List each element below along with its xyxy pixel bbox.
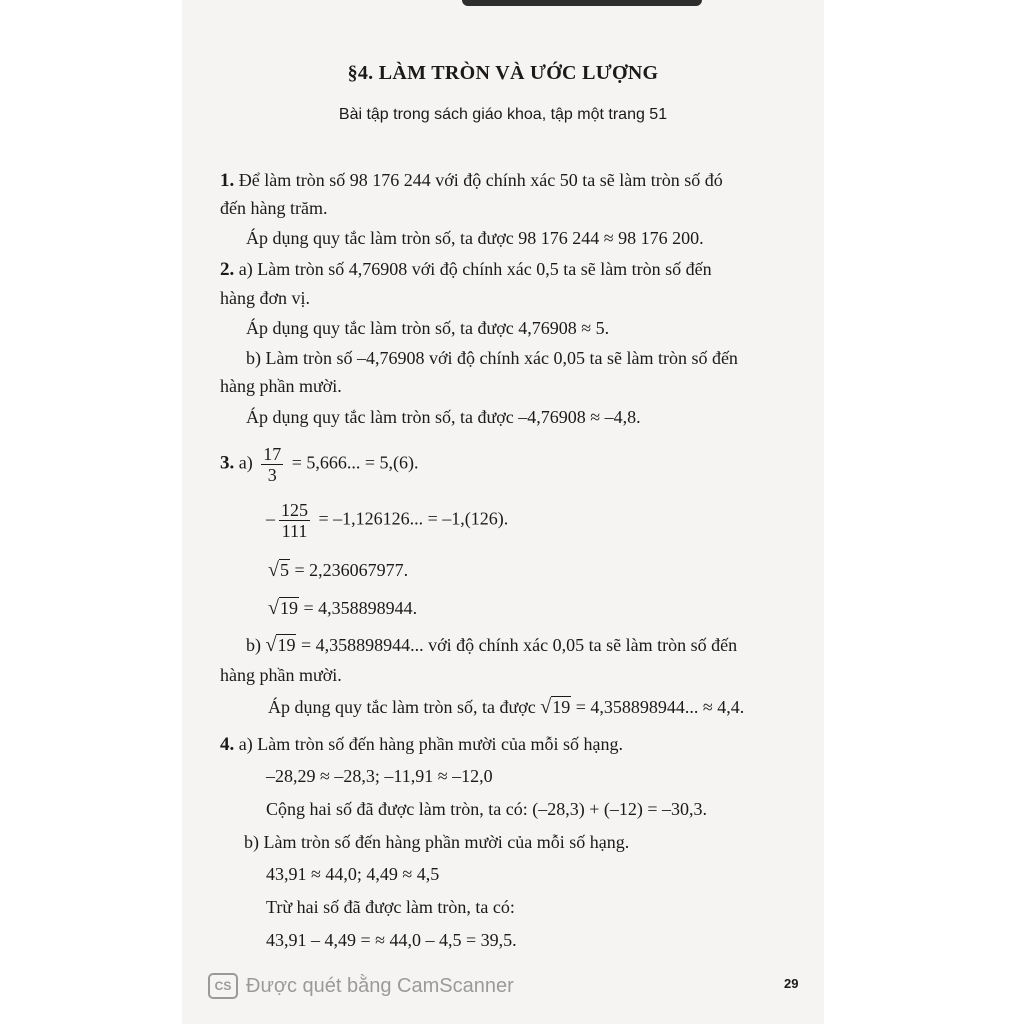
ex4-line-b3: Trừ hai số đã được làm tròn, ta có: [266, 897, 515, 917]
ex4-line-b1: b) Làm tròn số đến hàng phần mười của mỗi số hạng. [244, 832, 630, 852]
watermark-text: Được quét bằng CamScanner [246, 974, 514, 997]
fraction-17-3: $\frac{17}{3}$ [263, 444, 282, 485]
ex4-line-b2: 43,91 ≈ 44,0; 4,49 ≈ 4,5 [266, 864, 440, 884]
ex3-line-a2: – $\frac{125}{111}$ = –1,126126... = –1,(126). [266, 500, 509, 541]
ex4-line-a3: Cộng hai số đã được làm tròn, ta có: (–28,3) + (–12) = –30,3. [266, 799, 707, 819]
ex4-line-a2: –28,29 ≈ –28,3; –11,91 ≈ –12,0 [266, 766, 493, 786]
ex4-line-b4: 43,91 – 4,49 = ≈ 44,0 – 4,5 = 39,5. [266, 930, 517, 950]
ex4-line-a1: 4. a) Làm tròn số đến hàng phần mười của mỗi số hạng. [220, 734, 623, 755]
ex3-line-sqrt19: √19 = 4,358898944. [268, 597, 418, 619]
ex3-line-b1: b) √19 = 4,358898944... với độ chính xác 0,05 ta sẽ làm tròn số đến [246, 634, 738, 656]
ex3-line-b3: Áp dụng quy tắc làm tròn số, ta được √19 = 4,358898944... ≈ 4,4. [268, 696, 745, 718]
ex1-line2: đến hàng trăm. [220, 198, 328, 218]
ex3-line-a1: 3. a) $\frac{17}{3}$ = 5,666... = 5,(6). [220, 444, 419, 485]
sqrt-symbol: √19 [265, 634, 296, 656]
ex3-line-sqrt5: √5 = 2,236067977. [268, 559, 409, 581]
scan-shadow-edge [462, 0, 702, 6]
camscanner-watermark [208, 973, 514, 999]
ex2-line-b3: Áp dụng quy tắc làm tròn số, ta được –4,76908 ≈ –4,8. [246, 407, 641, 427]
ex2-line-b1: b) Làm tròn số –4,76908 với độ chính xác 0,05 ta sẽ làm tròn số đến [246, 348, 738, 368]
ex1-number: 1. [220, 170, 235, 191]
sqrt-symbol: √19 [268, 597, 298, 619]
ex4-number: 4. [220, 734, 235, 755]
ex3-number: 3. [220, 452, 235, 474]
page-number: 29 [784, 976, 799, 991]
ex2-line-b2: hàng phần mười. [220, 376, 342, 396]
fraction-125-111: $\frac{125}{111}$ [281, 500, 308, 541]
ex2-line-a1: 2. a) Làm tròn số 4,76908 với độ chính xác 0,5 ta sẽ làm tròn số đến [220, 259, 712, 280]
section-subtitle: Bài tập trong sách giáo khoa, tập một trang 51 [338, 106, 668, 123]
sqrt-symbol: √19 [540, 696, 571, 718]
ex2-number: 2. [220, 259, 235, 280]
ex1-line1: 1. Để làm tròn số 98 176 244 với độ chính xác 50 ta sẽ làm tròn số đó [220, 170, 723, 191]
ex1-line3: Áp dụng quy tắc làm tròn số, ta được 98 176 244 ≈ 98 176 200. [246, 228, 704, 248]
ex3-line-b2: hàng phần mười. [220, 665, 342, 685]
ex2-line-a3: Áp dụng quy tắc làm tròn số, ta được 4,76908 ≈ 5. [246, 318, 610, 338]
ex2-line-a2: hàng đơn vị. [220, 288, 311, 308]
section-title: §4. LÀM TRÒN VÀ ƯỚC LƯỢNG [347, 62, 659, 84]
sqrt-symbol: √5 [268, 559, 289, 581]
camscanner-logo-icon: CS [208, 973, 238, 999]
